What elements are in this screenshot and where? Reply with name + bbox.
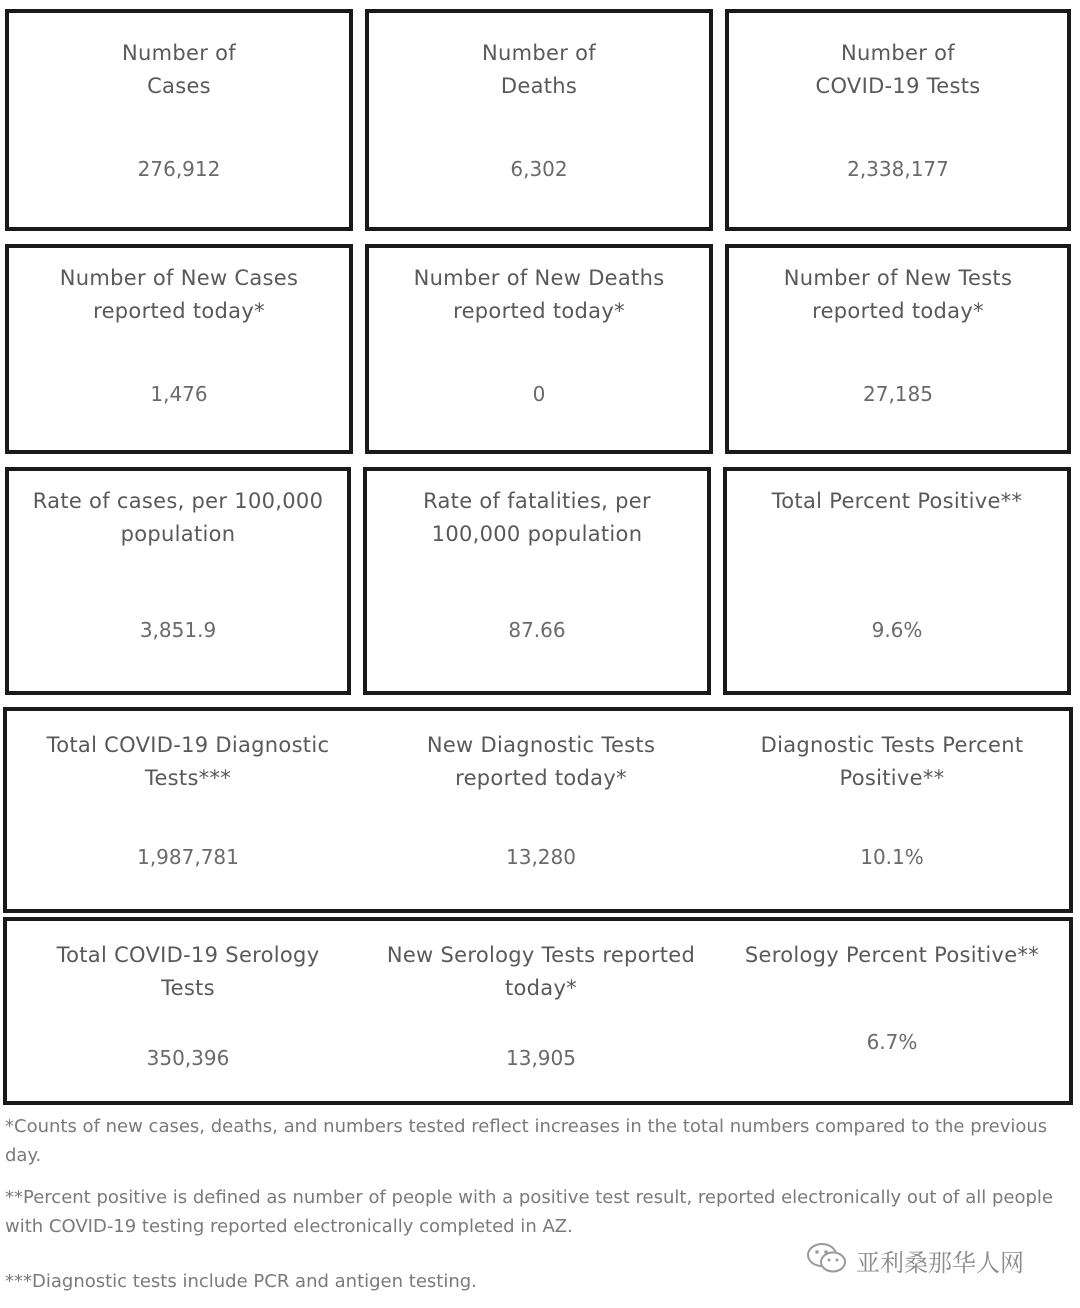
serology-tests-panel	[3, 917, 1073, 1105]
stat-card-case-rate	[5, 467, 351, 695]
card-value: 0	[532, 382, 546, 406]
card-value: 276,912	[137, 157, 221, 181]
stat-card-new-cases	[5, 244, 353, 454]
card-title: Number of New Deaths reported today*	[413, 266, 665, 323]
footnote-new-counts: *Counts of new cases, deaths, and numbers tested reflect increases in the total numbers compared to the previous day.	[5, 1116, 1048, 1166]
card-title: Number of Cases	[122, 41, 236, 98]
panel-value: 1,987,781	[137, 845, 239, 869]
panel-title: Total COVID-19 Diagnostic Tests***	[46, 733, 330, 790]
panel-value: 13,280	[506, 845, 576, 869]
card-value: 27,185	[863, 382, 933, 406]
footnote-percent-positive: **Percent positive is defined as number of people with a positive test result, reported electronically out of all people with COVID-19 testing reported electronically completed in AZ.	[5, 1187, 1053, 1237]
diagnostic-tests-panel	[3, 707, 1073, 913]
stat-card-cases	[5, 9, 353, 231]
card-title: Rate of fatalities, per 100,000 population	[423, 489, 651, 546]
stat-card-new-deaths	[365, 244, 713, 454]
diagnostic-total	[7, 711, 369, 909]
panel-value: 13,905	[506, 1046, 576, 1070]
panel-value: 350,396	[146, 1046, 230, 1070]
serology-percent-positive	[713, 921, 1071, 1101]
diagnostic-new	[369, 711, 713, 909]
card-value: 3,851.9	[139, 618, 217, 642]
card-title: Number of Deaths	[482, 41, 596, 98]
wechat-icon	[806, 1241, 848, 1279]
stat-card-fatality-rate	[363, 467, 711, 695]
panel-title: Diagnostic Tests Percent Positive**	[760, 733, 1024, 790]
panel-title: Total COVID-19 Serology Tests	[56, 943, 320, 1000]
card-value: 6,302	[510, 157, 568, 181]
panel-value: 6.7%	[866, 1030, 918, 1054]
serology-total	[7, 921, 369, 1101]
card-value: 2,338,177	[847, 157, 949, 181]
footnote-diagnostic-tests: ***Diagnostic tests include PCR and antigen testing.	[5, 1271, 477, 1292]
serology-new	[369, 921, 713, 1101]
panel-title: Serology Percent Positive**	[744, 943, 1040, 967]
card-value: 87.66	[508, 618, 566, 642]
panel-title: New Diagnostic Tests reported today*	[426, 733, 656, 790]
diagnostic-percent-positive	[713, 711, 1071, 909]
card-title: Total Percent Positive**	[771, 489, 1023, 513]
card-title: Number of New Tests reported today*	[783, 266, 1013, 323]
card-title: Number of New Cases reported today*	[59, 266, 299, 323]
watermark-text: 亚利桑那华人网	[856, 1248, 1024, 1277]
card-title: Number of COVID-19 Tests	[815, 41, 981, 98]
stat-card-new-tests	[725, 244, 1071, 454]
stat-card-percent-positive	[723, 467, 1071, 695]
card-value: 1,476	[150, 382, 208, 406]
card-title: Rate of cases, per 100,000 population	[32, 489, 324, 546]
card-value: 9.6%	[871, 618, 923, 642]
stat-card-deaths	[365, 9, 713, 231]
panel-title: New Serology Tests reported today*	[386, 943, 696, 1000]
watermark	[806, 1240, 1024, 1280]
stat-card-tests	[725, 9, 1071, 231]
panel-value: 10.1%	[860, 845, 924, 869]
